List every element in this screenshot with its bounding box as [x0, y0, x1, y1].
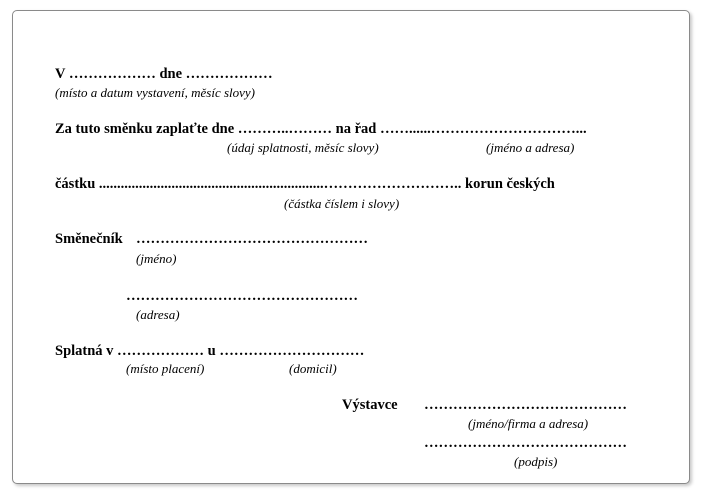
amount-line: částku ..............................................................……………………….. korun českých: [55, 176, 555, 192]
drawer-label: Výstavce: [342, 397, 398, 413]
drawee-label: Směnečník: [55, 231, 123, 247]
domicile-hint: (domicil): [289, 361, 337, 376]
issue-place-date-line: V ……………… dne ………………: [55, 66, 273, 82]
payable-line: Splatná v ……………… u …………………………: [55, 343, 365, 359]
drawee-name-dots: …………………………………………: [136, 231, 368, 247]
drawer-name-hint: (jméno/firma a adresa): [468, 416, 589, 431]
signature-dots: ……………………………………: [424, 435, 627, 451]
drawee-name-hint: (jméno): [136, 251, 177, 266]
signature-hint: (podpis): [514, 454, 558, 469]
amount-hint: (částka číslem i slovy): [284, 196, 400, 211]
payment-place-hint: (místo placení): [126, 361, 205, 376]
drawer-name-dots: ……………………………………: [424, 397, 627, 413]
payee-hint: (jméno a adresa): [486, 140, 575, 155]
issue-place-date-hint: (místo a datum vystavení, měsíc slovy): [55, 85, 256, 100]
pay-order-line: Za tuto směnku zaplaťte dne ………..……… na řad ……......…………………………...: [55, 121, 587, 137]
drawee-address-hint: (adresa): [136, 307, 180, 322]
drawee-address-dots: …………………………………………: [126, 288, 358, 304]
due-date-hint: (údaj splatnosti, měsíc slovy): [227, 140, 379, 155]
